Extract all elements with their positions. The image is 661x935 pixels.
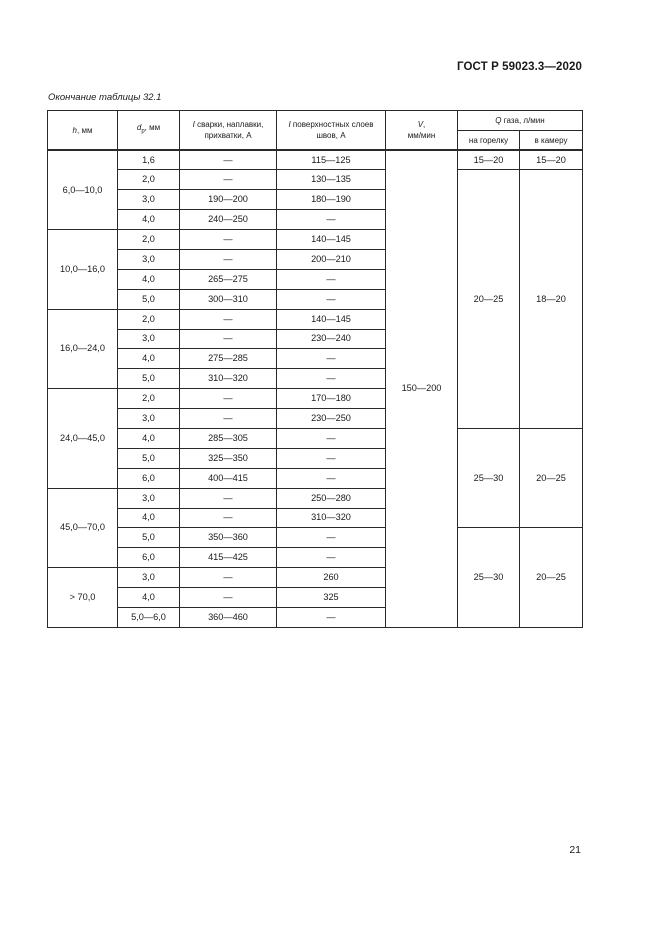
diameter-cell: 4,0 <box>118 349 180 369</box>
thickness-cell: 10,0—16,0 <box>48 230 118 310</box>
diameter-cell: 2,0 <box>118 389 180 409</box>
surface-current-cell: — <box>277 548 386 568</box>
weld-current-cell: 190—200 <box>180 190 277 210</box>
table-row <box>48 170 583 190</box>
weld-current-cell: 360—460 <box>180 607 277 627</box>
weld-current-cell: — <box>180 309 277 329</box>
header-electrode-diameter: $d_р$, мм <box>118 111 180 151</box>
header-gas-torch: на горелку <box>458 131 520 151</box>
diameter-cell: 3,0 <box>118 249 180 269</box>
surface-current-cell: — <box>277 369 386 389</box>
header-gas-chamber: в камеру <box>520 131 583 151</box>
speed-cell: 150—200 <box>386 150 458 627</box>
diameter-cell: 3,0 <box>118 409 180 429</box>
gas-torch-cell: 20—25 <box>458 170 520 429</box>
diameter-cell: 5,0 <box>118 528 180 548</box>
surface-current-cell: 200—210 <box>277 249 386 269</box>
thickness-cell: 6,0—10,0 <box>48 150 118 230</box>
welding-parameters-table <box>47 110 583 628</box>
surface-current-cell: 115—125 <box>277 150 386 170</box>
diameter-cell: 6,0 <box>118 468 180 488</box>
gas-torch-cell: 15—20 <box>458 150 520 170</box>
weld-current-cell: — <box>180 488 277 508</box>
header-surface-current: I поверхностных слоев швов, А <box>277 111 386 151</box>
weld-current-cell: 275—285 <box>180 349 277 369</box>
surface-current-cell: 230—250 <box>277 409 386 429</box>
surface-current-cell: 250—280 <box>277 488 386 508</box>
header-thickness: h, мм <box>48 111 118 151</box>
surface-current-cell: — <box>277 289 386 309</box>
surface-current-cell: — <box>277 468 386 488</box>
header-gas-flow: Q газа, л/мин <box>458 111 583 131</box>
diameter-cell: 4,0 <box>118 210 180 230</box>
surface-current-cell: 230—240 <box>277 329 386 349</box>
surface-current-cell: — <box>277 428 386 448</box>
weld-current-cell: — <box>180 508 277 528</box>
table-row <box>48 150 583 170</box>
diameter-cell: 4,0 <box>118 269 180 289</box>
weld-current-cell: — <box>180 329 277 349</box>
thickness-cell: 24,0—45,0 <box>48 389 118 488</box>
weld-current-cell: — <box>180 170 277 190</box>
weld-current-cell: 400—415 <box>180 468 277 488</box>
gas-chamber-cell: 15—20 <box>520 150 583 170</box>
gas-torch-cell: 25—30 <box>458 528 520 627</box>
diameter-cell: 3,0 <box>118 190 180 210</box>
surface-current-cell: — <box>277 448 386 468</box>
weld-current-cell: 350—360 <box>180 528 277 548</box>
surface-current-cell: 140—145 <box>277 309 386 329</box>
diameter-cell: 1,6 <box>118 150 180 170</box>
surface-current-cell: 170—180 <box>277 389 386 409</box>
surface-current-cell: — <box>277 349 386 369</box>
gas-chamber-cell: 20—25 <box>520 528 583 627</box>
table-body <box>48 150 583 627</box>
weld-current-cell: — <box>180 150 277 170</box>
weld-current-cell: — <box>180 409 277 429</box>
diameter-cell: 3,0 <box>118 329 180 349</box>
weld-current-cell: 265—275 <box>180 269 277 289</box>
surface-current-cell: — <box>277 210 386 230</box>
thickness-cell: 45,0—70,0 <box>48 488 118 568</box>
diameter-cell: 5,0 <box>118 289 180 309</box>
weld-current-cell: 310—320 <box>180 369 277 389</box>
weld-current-cell: 300—310 <box>180 289 277 309</box>
weld-current-cell: — <box>180 588 277 608</box>
thickness-cell: > 70,0 <box>48 568 118 628</box>
diameter-cell: 5,0 <box>118 369 180 389</box>
gas-chamber-cell: 18—20 <box>520 170 583 429</box>
weld-current-cell: — <box>180 249 277 269</box>
weld-current-cell: 325—350 <box>180 448 277 468</box>
surface-current-cell: 260 <box>277 568 386 588</box>
header-weld-current: I сварки, наплавки, прихватки, А <box>180 111 277 151</box>
gas-torch-cell: 25—30 <box>458 428 520 527</box>
diameter-cell: 6,0 <box>118 548 180 568</box>
weld-current-cell: — <box>180 568 277 588</box>
surface-current-cell: 310—320 <box>277 508 386 528</box>
table-row <box>48 428 583 448</box>
diameter-cell: 4,0 <box>118 508 180 528</box>
diameter-cell: 4,0 <box>118 588 180 608</box>
diameter-cell: 2,0 <box>118 170 180 190</box>
diameter-cell: 2,0 <box>118 230 180 250</box>
weld-current-cell: — <box>180 389 277 409</box>
surface-current-cell: — <box>277 607 386 627</box>
diameter-cell: 2,0 <box>118 309 180 329</box>
diameter-cell: 3,0 <box>118 568 180 588</box>
table-row <box>48 528 583 548</box>
diameter-cell: 5,0 <box>118 448 180 468</box>
weld-current-cell: 240—250 <box>180 210 277 230</box>
table-caption: Окончание таблицы 32.1 <box>48 92 162 103</box>
weld-current-cell: — <box>180 230 277 250</box>
gas-chamber-cell: 20—25 <box>520 428 583 527</box>
surface-current-cell: 130—135 <box>277 170 386 190</box>
surface-current-cell: 325 <box>277 588 386 608</box>
surface-current-cell: 180—190 <box>277 190 386 210</box>
surface-current-cell: 140—145 <box>277 230 386 250</box>
weld-current-cell: 415—425 <box>180 548 277 568</box>
page-number: 21 <box>569 844 581 856</box>
diameter-cell: 3,0 <box>118 488 180 508</box>
weld-current-cell: 285—305 <box>180 428 277 448</box>
surface-current-cell: — <box>277 269 386 289</box>
header-speed: V, мм/мин <box>386 111 458 151</box>
surface-current-cell: — <box>277 528 386 548</box>
diameter-cell: 4,0 <box>118 428 180 448</box>
standard-code: ГОСТ Р 59023.3—2020 <box>457 61 582 73</box>
thickness-cell: 16,0—24,0 <box>48 309 118 389</box>
diameter-cell: 5,0—6,0 <box>118 607 180 627</box>
